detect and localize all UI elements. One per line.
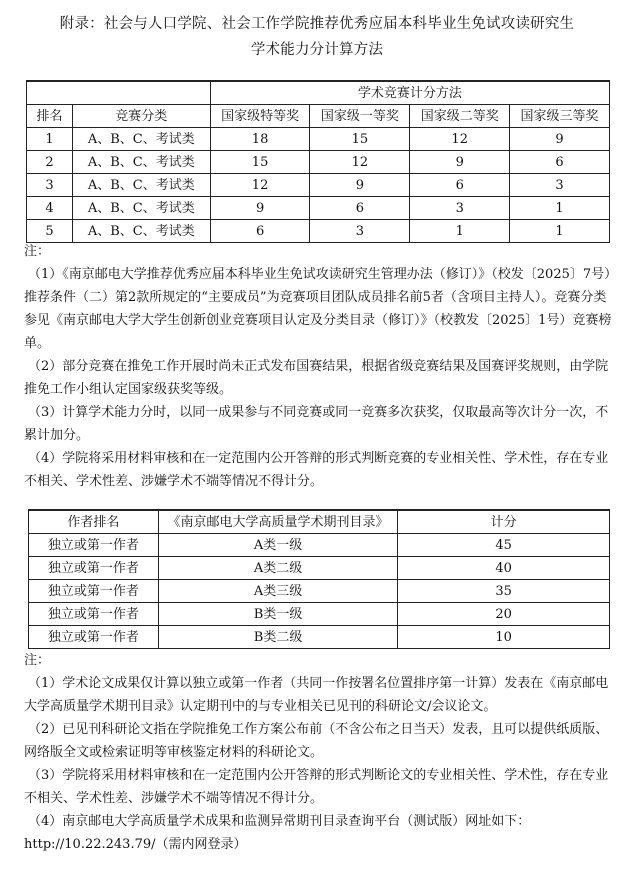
column-header-category: 竞赛分类: [72, 105, 210, 128]
note-item: （4）南京邮电大学高质量学术成果和监测异常期刊目录查询平台（测试版）网址如下：: [28, 814, 531, 829]
table-row: [29, 534, 610, 557]
score-cell: 1: [510, 197, 610, 220]
score-cell: 20: [398, 603, 610, 626]
category-cell: A、B、C、考试类: [72, 151, 210, 174]
document-title-line1: 附录：社会与人口学院、社会工作学院推荐优秀应届本科毕业生免试攻读研究生: [59, 16, 575, 32]
category-cell: A、B、C、考试类: [72, 174, 210, 197]
notes-label: 注：: [24, 653, 51, 668]
score-cell: 9: [210, 197, 310, 220]
rank-cell: 2: [27, 151, 73, 174]
score-cell: 6: [510, 151, 610, 174]
score-cell: 6: [210, 220, 310, 243]
score-cell: 9: [510, 128, 610, 151]
column-header-score: 计分: [398, 510, 610, 534]
column-header-level: 国家级二等奖: [410, 105, 510, 128]
note-item: （1）《南京邮电大学推荐优秀应届本科毕业生免试攻读研究生管理办法（修订）》（校发〔2025〕7号）推荐条件（二）第2款所规定的“主要成员”为竞赛项目团队成员排名前5者（含项目主持人）。竞赛分类参见《南京邮电大学大学生创新创业竞赛项目认定及分类目录（修订）》（校教发〔2025〕1号）竞赛榜单。: [24, 267, 618, 351]
platform-url: http://10.22.243.79/（需内网登录）: [24, 837, 247, 852]
category-cell: A、B、C、考试类: [72, 197, 210, 220]
score-cell: 35: [398, 580, 610, 603]
note-item: （2）已见刊科研论文指在学院推免工作方案公布前（不含公布之日当天）发表，且可以提供纸质版、网络版全文或检索证明等审核鉴定材料的科研论文。: [24, 722, 609, 760]
level-cell: B类一级: [158, 603, 398, 626]
column-header-level: 国家级一等奖: [310, 105, 410, 128]
author-cell: 独立或第一作者: [29, 626, 159, 649]
score-cell: 12: [310, 151, 410, 174]
author-cell: 独立或第一作者: [29, 580, 159, 603]
score-cell: 6: [410, 174, 510, 197]
score-cell: 40: [398, 557, 610, 580]
score-cell: 6: [310, 197, 410, 220]
notes-label: 注：: [24, 244, 51, 259]
note-item: （1）学术论文成果仅计算以独立或第一作者（共同一作按署名位置排序第一计算）发表在《南京邮电大学高质量学术期刊目录》认定期刊中的与专业相关已见刊的科研论文/会议论文。: [24, 676, 609, 714]
score-cell: 1: [410, 220, 510, 243]
table-header-row: [29, 510, 610, 534]
paper-notes: [24, 649, 618, 856]
table-header-row: [27, 105, 610, 128]
category-cell: A、B、C、考试类: [72, 128, 210, 151]
table-header-row: [27, 81, 610, 105]
score-cell: 3: [310, 220, 410, 243]
column-header-level: 国家级三等奖: [510, 105, 610, 128]
column-header-journal-list: 《南京邮电大学高质量学术期刊目录》: [158, 510, 398, 534]
table-row: [29, 580, 610, 603]
level-cell: A类二级: [158, 557, 398, 580]
competition-score-table: [26, 80, 610, 243]
rank-cell: 5: [27, 220, 73, 243]
table-row: [27, 174, 610, 197]
score-cell: 3: [510, 174, 610, 197]
paper-score-table: [28, 509, 610, 649]
author-cell: 独立或第一作者: [29, 603, 159, 626]
author-cell: 独立或第一作者: [29, 534, 159, 557]
column-header-rank: 排名: [27, 105, 73, 128]
score-cell: 15: [310, 128, 410, 151]
rank-cell: 3: [27, 174, 73, 197]
column-header-level: 国家级特等奖: [210, 105, 310, 128]
note-item: （4）学院将采用材料审核和在一定范围内公开答辩的形式判断竞赛的专业相关性、学术性，存在专业不相关、学术性差、涉嫌学术不端等情况不得计分。: [24, 451, 609, 489]
document-title-line2: 学术能力分计算方法: [250, 42, 384, 58]
author-cell: 独立或第一作者: [29, 557, 159, 580]
level-cell: A类一级: [158, 534, 398, 557]
note-item: （3）计算学术能力分时，以同一成果参与不同竞赛或同一竞赛多次获奖，仅取最高等次计分一次，不累计加分。: [24, 405, 609, 443]
table-row: [27, 197, 610, 220]
header-blank-cell: [27, 81, 211, 105]
column-header-author: 作者排名: [29, 510, 159, 534]
score-cell: 9: [410, 151, 510, 174]
table-row: [29, 557, 610, 580]
table-row: [27, 128, 610, 151]
score-cell: 12: [410, 128, 510, 151]
level-cell: B类二级: [158, 626, 398, 649]
note-item: （2）部分竞赛在推免工作开展时尚未正式发布国赛结果，根据省级竞赛结果及国赛评奖规则，由学院推免工作小组认定国家级获奖等级。: [24, 359, 609, 397]
rank-cell: 1: [27, 128, 73, 151]
score-cell: 9: [310, 174, 410, 197]
score-cell: 10: [398, 626, 610, 649]
category-cell: A、B、C、考试类: [72, 220, 210, 243]
score-cell: 1: [510, 220, 610, 243]
note-item: （3）学院将采用材料审核和在一定范围内公开答辩的形式判断论文的专业相关性、学术性，存在专业不相关、学术性差、涉嫌学术不端等情况不得计分。: [24, 768, 609, 806]
competition-notes: [24, 240, 618, 493]
table-row: [27, 151, 610, 174]
rank-cell: 4: [27, 197, 73, 220]
group-header: 学术竞赛计分方法: [210, 81, 609, 105]
level-cell: A类三级: [158, 580, 398, 603]
score-cell: 18: [210, 128, 310, 151]
table-row: [29, 603, 610, 626]
score-cell: 12: [210, 174, 310, 197]
score-cell: 3: [410, 197, 510, 220]
score-cell: 15: [210, 151, 310, 174]
table-row: [29, 626, 610, 649]
score-cell: 45: [398, 534, 610, 557]
